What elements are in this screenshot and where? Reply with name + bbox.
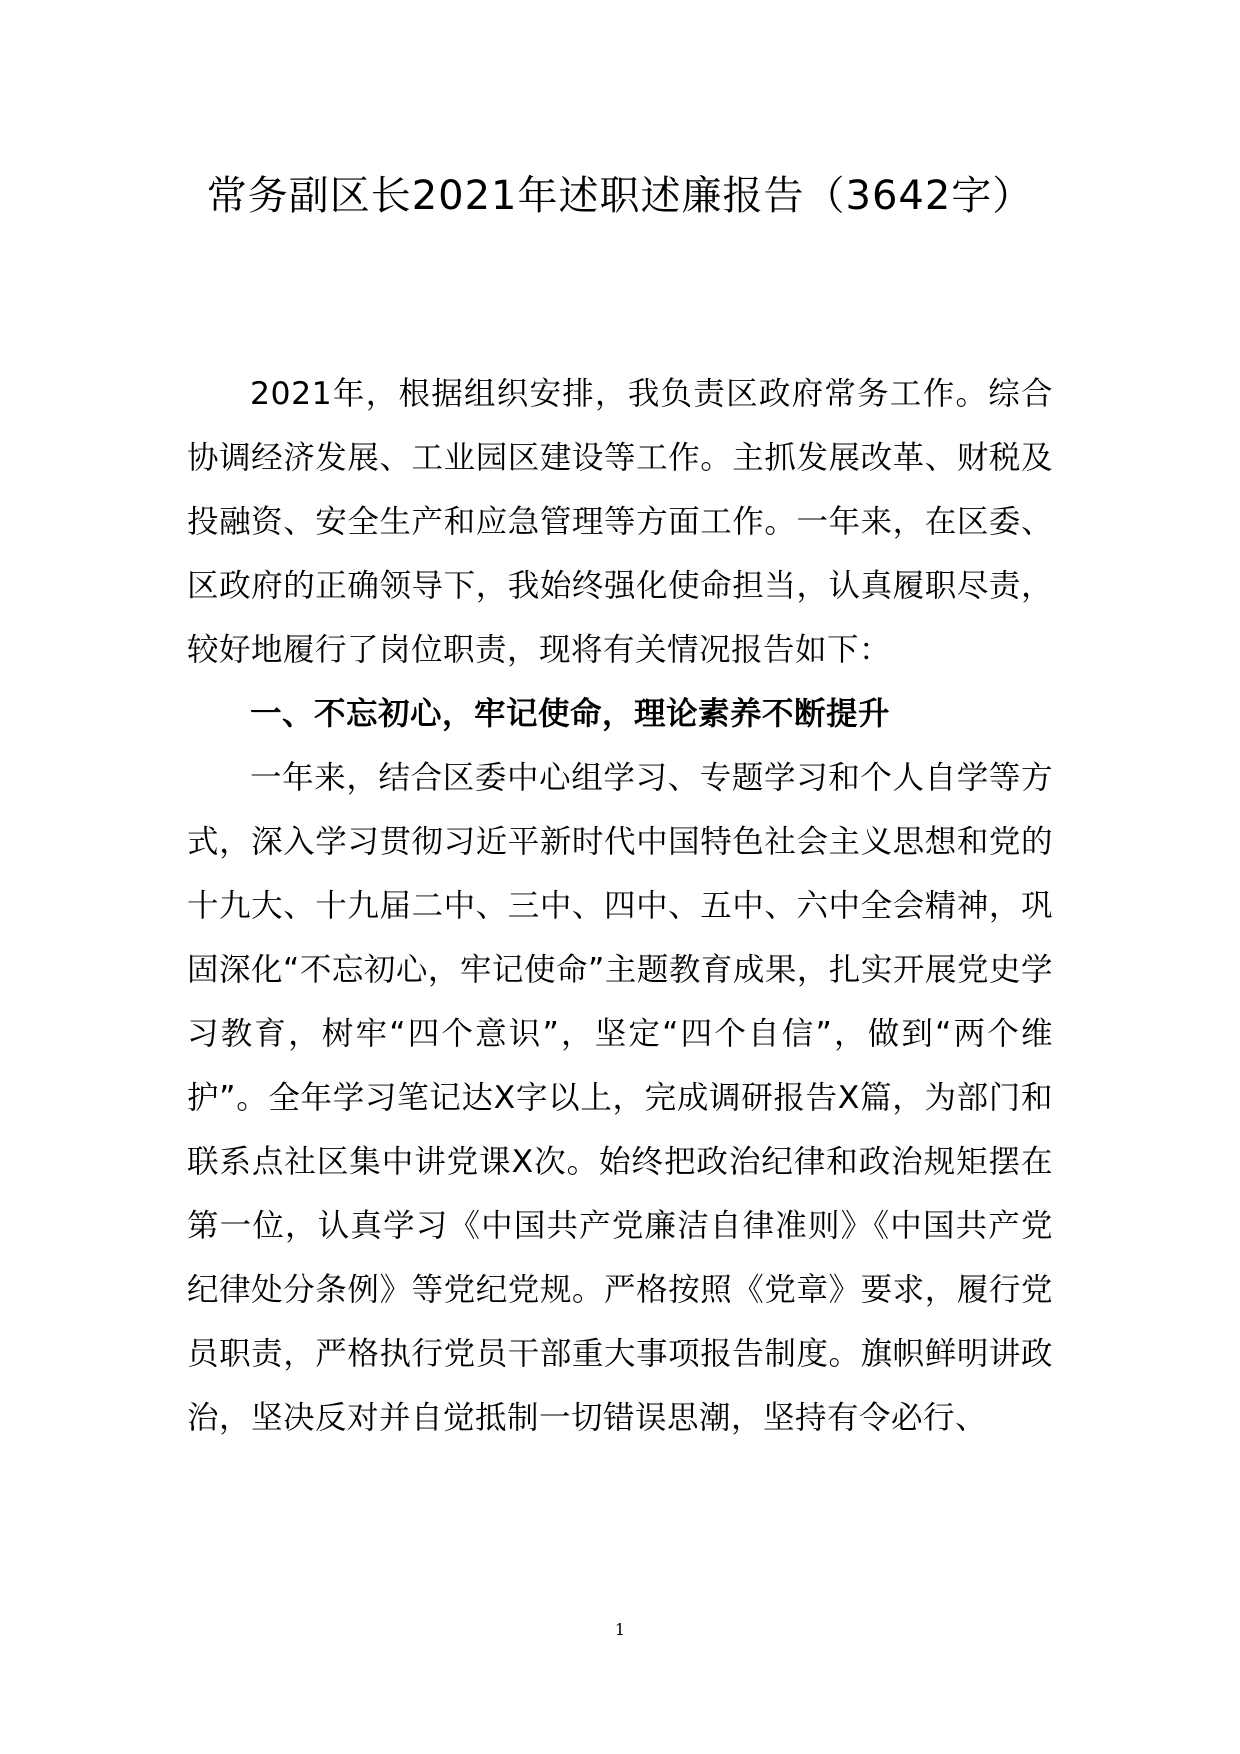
document-title: 常务副区长2021年述职述廉报告（3642字） <box>206 173 1034 219</box>
page-number: 1 <box>614 1620 626 1639</box>
paragraph-section-1: 一年来，结合区委中心组学习、专题学习和个人自学等方式，深入学习贯彻习近平新时代中国特色社会主义思想和党的十九大、十九届二中、三中、四中、五中、六中全会精神，巩固深化“不忘初心，牢记使命”主题教育成果，扎实开展党史学习教育，树牢“四个意识”，坚定“四个自信”，做到“两个维护”。全年学习笔记达X字以上，完成调研报告X篇，为部门和联系点社区集中讲党课X次。始终把政治纪律和政治规矩摆在第一位，认真学习《中国共产党廉洁自律准则》《中国共产党纪律处分条例》等党纪党规。严格按照《党章》要求，履行党员职责，严格执行党员干部重大事项报告制度。旗帜鲜明讲政治，坚决反对并自觉抵制一切错误思潮，坚持有令必行、 <box>187 760 1053 1436</box>
section-heading-1: 一、不忘初心，牢记使命，理论素养不断提升 <box>250 696 891 732</box>
paragraph-intro: 2021年，根据组织安排，我负责区政府常务工作。综合协调经济发展、工业园区建设等工作。主抓发展改革、财税及投融资、安全生产和应急管理等方面工作。一年来，在区委、区政府的正确领导下，我始终强化使命担当，认真履职尽责，较好地履行了岗位职责，现将有关情况报告如下： <box>187 376 1053 668</box>
document-body <box>187 362 1053 1450</box>
